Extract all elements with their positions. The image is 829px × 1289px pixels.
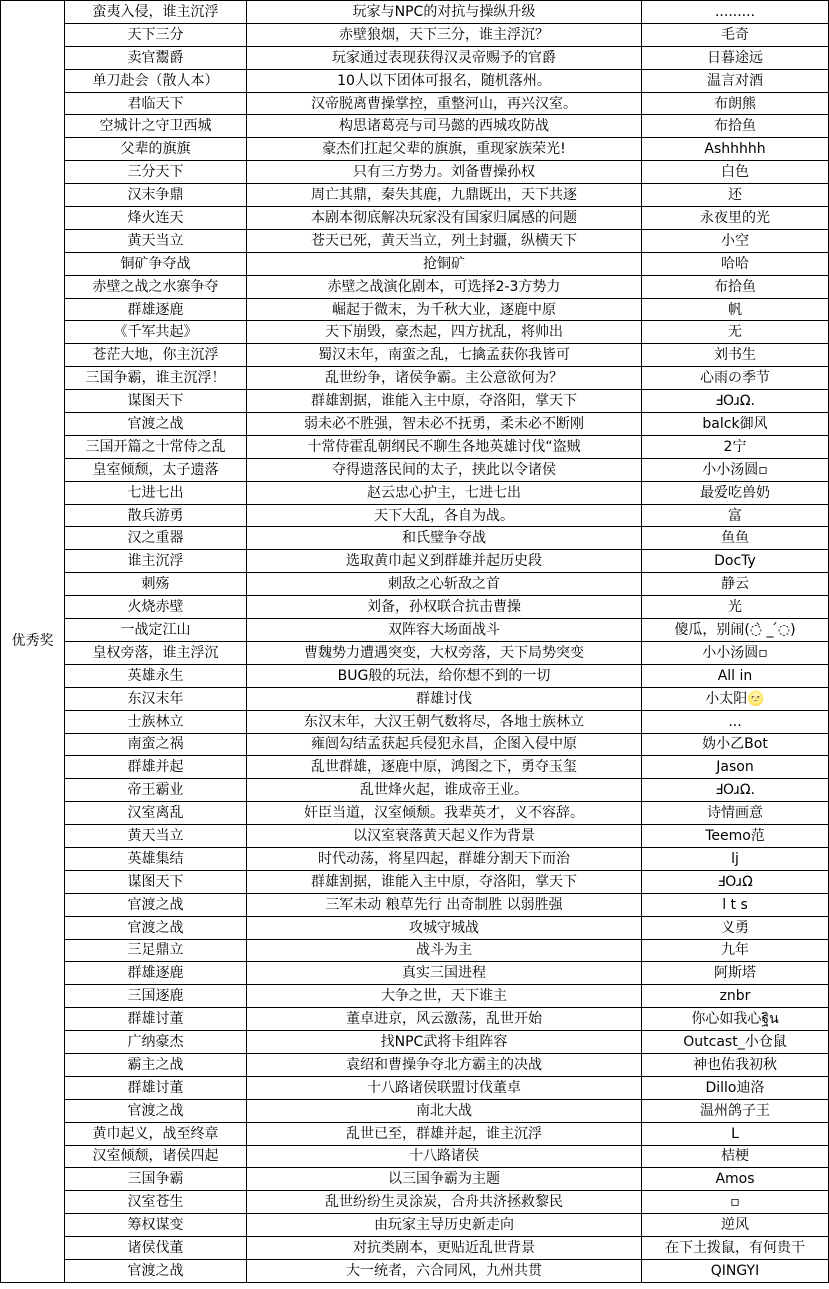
script-description-cell: 赤壁之战演化剧本，可选择2-3方势力	[247, 275, 642, 298]
script-name-cell: 汉室倾颓，诸侯四起	[65, 1145, 247, 1168]
table-row	[1, 893, 829, 916]
author-cell: 温州鸽子王	[642, 1099, 829, 1122]
script-name-cell: 刺殇	[65, 573, 247, 596]
script-name-cell: 官渡之战	[65, 916, 247, 939]
script-description-cell: 构思诸葛亮与司马懿的西城攻防战	[247, 115, 642, 138]
author-cell: l t s	[642, 893, 829, 916]
script-name-cell: 筹权谋变	[65, 1214, 247, 1237]
script-description-cell: 十常侍霍乱朝纲民不聊生各地英雄讨伐“盗贼	[247, 435, 642, 458]
table-row	[1, 69, 829, 92]
author-cell: balck御风	[642, 413, 829, 436]
script-description-cell: 东汉末年，大汉王朝气数将尽，各地士族林立	[247, 710, 642, 733]
author-cell: 布拾鱼	[642, 275, 829, 298]
author-cell: Teemo范	[642, 825, 829, 848]
script-description-cell: 三军未动 粮草先行 出奇制胜 以弱胜强	[247, 893, 642, 916]
author-cell: 九年	[642, 939, 829, 962]
script-description-cell: 对抗类剧本，更贴近乱世背景	[247, 1237, 642, 1260]
author-cell: 永夜里的光	[642, 207, 829, 230]
table-row	[1, 573, 829, 596]
author-cell: 白色	[642, 161, 829, 184]
author-cell: .........	[642, 1, 829, 24]
table-row	[1, 1, 829, 24]
table-row	[1, 115, 829, 138]
script-description-cell: 大一统者，六合同风，九州共贯	[247, 1259, 642, 1282]
table-row	[1, 596, 829, 619]
table-row	[1, 710, 829, 733]
script-description-cell: 找NPC武将卡组阵容	[247, 1031, 642, 1054]
author-cell: 鱼鱼	[642, 527, 829, 550]
script-description-cell: 群雄割据，谁能入主中原，夺洛阳，掌天下	[247, 390, 642, 413]
script-name-cell: 苍茫大地，你主沉浮	[65, 344, 247, 367]
table-row	[1, 687, 829, 710]
script-name-cell: 谁主沉浮	[65, 550, 247, 573]
author-cell: ...	[642, 710, 829, 733]
author-cell: 光	[642, 596, 829, 619]
script-description-cell: 群雄割据，谁能入主中原，夺洛阳，掌天下	[247, 870, 642, 893]
author-cell: 富	[642, 504, 829, 527]
table-row	[1, 184, 829, 207]
script-description-cell: 以汉室衰落黄天起义作为背景	[247, 825, 642, 848]
script-name-cell: 三分天下	[65, 161, 247, 184]
author-cell: ℲOɹΩ	[642, 870, 829, 893]
table-row	[1, 23, 829, 46]
table-row	[1, 733, 829, 756]
script-name-cell: 三国争霸，谁主沉浮！	[65, 367, 247, 390]
table-row	[1, 92, 829, 115]
author-cell: Amos	[642, 1168, 829, 1191]
table-row	[1, 962, 829, 985]
author-cell: 小太阳🌝	[642, 687, 829, 710]
table-row	[1, 1099, 829, 1122]
author-cell: 日暮途远	[642, 46, 829, 69]
script-name-cell: 诸侯伐董	[65, 1237, 247, 1260]
script-description-cell: 乱世已至，群雄并起，谁主沉浮	[247, 1122, 642, 1145]
script-name-cell: 广纳豪杰	[65, 1031, 247, 1054]
script-name-cell: 群雄并起	[65, 756, 247, 779]
script-name-cell: 铜矿争夺战	[65, 252, 247, 275]
script-description-cell: 豪杰们扛起父辈的旗旗，重现家族荣光!	[247, 138, 642, 161]
script-name-cell: 父辈的旗旗	[65, 138, 247, 161]
script-description-cell: 由玩家主导历史新走向	[247, 1214, 642, 1237]
author-cell: 小小汤圆▫	[642, 458, 829, 481]
author-cell: ▫	[642, 1191, 829, 1214]
script-description-cell: 雍闿勾结孟获起兵侵犯永昌，企图入侵中原	[247, 733, 642, 756]
author-cell: 帆	[642, 298, 829, 321]
table-row	[1, 1008, 829, 1031]
author-cell: 2宁	[642, 435, 829, 458]
author-cell: znbr	[642, 985, 829, 1008]
author-cell: 刘书生	[642, 344, 829, 367]
table-row	[1, 458, 829, 481]
script-name-cell: 群雄逐鹿	[65, 962, 247, 985]
script-description-cell: 袁绍和曹操争夺北方霸主的决战	[247, 1053, 642, 1076]
script-name-cell: 汉室苍生	[65, 1191, 247, 1214]
author-cell: 傻瓜，别闹(◌̀ _ ́◌)	[642, 619, 829, 642]
script-description-cell: BUG般的玩法，给你想不到的一切	[247, 664, 642, 687]
script-description-cell: 十八路诸侯联盟讨伐董卓	[247, 1076, 642, 1099]
script-name-cell: 皇权旁落，谁主浮沉	[65, 641, 247, 664]
table-row	[1, 939, 829, 962]
author-cell: 心雨の季节	[642, 367, 829, 390]
author-cell: lj	[642, 847, 829, 870]
table-row	[1, 229, 829, 252]
author-cell: 桔梗	[642, 1145, 829, 1168]
script-description-cell: 乱世纷纷生灵涂炭，合舟共济拯救黎民	[247, 1191, 642, 1214]
table-row	[1, 435, 829, 458]
script-description-cell: 苍天已死，黄天当立，列土封疆，纵横天下	[247, 229, 642, 252]
script-name-cell: 火烧赤壁	[65, 596, 247, 619]
author-cell: 静云	[642, 573, 829, 596]
script-description-cell: 奸臣当道，汉室倾颓。我辈英才，义不容辞。	[247, 802, 642, 825]
script-name-cell: 黄天当立	[65, 825, 247, 848]
script-name-cell: 空城计之守卫西城	[65, 115, 247, 138]
script-description-cell: 天下大乱，各自为战。	[247, 504, 642, 527]
script-description-cell: 群雄讨伐	[247, 687, 642, 710]
table-row	[1, 1053, 829, 1076]
script-name-cell: 官渡之战	[65, 413, 247, 436]
script-description-cell: 玩家通过表现获得汉灵帝赐予的官爵	[247, 46, 642, 69]
author-cell: 布朗熊	[642, 92, 829, 115]
script-name-cell: 烽火连天	[65, 207, 247, 230]
script-name-cell: 蛮夷入侵，谁主沉浮	[65, 1, 247, 24]
table-row	[1, 367, 829, 390]
table-row	[1, 321, 829, 344]
author-cell: 还	[642, 184, 829, 207]
script-name-cell: 三国争霸	[65, 1168, 247, 1191]
script-name-cell: 黄天当立	[65, 229, 247, 252]
script-description-cell: 和氏璧争夺战	[247, 527, 642, 550]
script-name-cell: 赤壁之战之水寨争夺	[65, 275, 247, 298]
table-row	[1, 641, 829, 664]
script-description-cell: 崛起于微末，为千秋大业，逐鹿中原	[247, 298, 642, 321]
script-description-cell: 刺敌之心斩敌之首	[247, 573, 642, 596]
table-row	[1, 550, 829, 573]
script-name-cell: 谋图天下	[65, 390, 247, 413]
author-cell: 小小汤圆▫	[642, 641, 829, 664]
table-row	[1, 344, 829, 367]
table-row	[1, 847, 829, 870]
table-row	[1, 1259, 829, 1282]
table-row	[1, 527, 829, 550]
author-cell: Dillo迪洛	[642, 1076, 829, 1099]
author-cell: Ashhhhh	[642, 138, 829, 161]
table-row	[1, 161, 829, 184]
script-name-cell: 南蛮之祸	[65, 733, 247, 756]
script-name-cell: 三国逐鹿	[65, 985, 247, 1008]
script-name-cell: 汉室离乱	[65, 802, 247, 825]
script-description-cell: 本剧本彻底解决玩家没有国家归属感的问题	[247, 207, 642, 230]
author-cell: 阿斯塔	[642, 962, 829, 985]
table-row	[1, 1168, 829, 1191]
author-cell: 神也佑我初秋	[642, 1053, 829, 1076]
script-name-cell: 一战定江山	[65, 619, 247, 642]
table-row	[1, 481, 829, 504]
script-description-cell: 攻城守城战	[247, 916, 642, 939]
table-row	[1, 1122, 829, 1145]
table-row	[1, 664, 829, 687]
script-description-cell: 选取黄巾起义到群雄并起历史段	[247, 550, 642, 573]
author-cell: All in	[642, 664, 829, 687]
table-row	[1, 1145, 829, 1168]
author-cell: 无	[642, 321, 829, 344]
script-name-cell: 官渡之战	[65, 1259, 247, 1282]
author-cell: 哈哈	[642, 252, 829, 275]
script-description-cell: 抢铜矿	[247, 252, 642, 275]
script-description-cell: 弱未必不胜强，智未必不抚勇，柔未必不断刚	[247, 413, 642, 436]
script-description-cell: 只有三方势力。刘备曹操孙权	[247, 161, 642, 184]
script-name-cell: 英雄集结	[65, 847, 247, 870]
script-name-cell: 东汉末年	[65, 687, 247, 710]
table-row	[1, 298, 829, 321]
author-cell: 在下土拨鼠，有何贵干	[642, 1237, 829, 1260]
script-description-cell: 赵云忠心护主，七进七出	[247, 481, 642, 504]
script-description-cell: 乱世纷争，诸侯争霸。主公意欲何为？	[247, 367, 642, 390]
table-row	[1, 390, 829, 413]
script-name-cell: 谋图天下	[65, 870, 247, 893]
table-row	[1, 802, 829, 825]
script-description-cell: 南北大战	[247, 1099, 642, 1122]
script-name-cell: 单刀赴会（散人本）	[65, 69, 247, 92]
author-cell: L	[642, 1122, 829, 1145]
script-description-cell: 刘备，孙权联合抗击曹操	[247, 596, 642, 619]
table-row	[1, 1191, 829, 1214]
script-description-cell: 时代动荡，将星四起，群雄分割天下而治	[247, 847, 642, 870]
script-name-cell: 汉之重器	[65, 527, 247, 550]
script-name-cell: 英雄永生	[65, 664, 247, 687]
script-name-cell: 君临天下	[65, 92, 247, 115]
author-cell: Outcast_小仓鼠	[642, 1031, 829, 1054]
script-description-cell: 真实三国进程	[247, 962, 642, 985]
author-cell: QINGYI	[642, 1259, 829, 1282]
script-name-cell: 七进七出	[65, 481, 247, 504]
script-description-cell: 周亡其鼎，秦失其鹿，九鼎既出，天下共逐	[247, 184, 642, 207]
script-description-cell: 乱世烽火起，谁成帝王业。	[247, 779, 642, 802]
script-name-cell: 汉末争鼎	[65, 184, 247, 207]
script-name-cell: 官渡之战	[65, 1099, 247, 1122]
author-cell: 义勇	[642, 916, 829, 939]
award-category-cell: 优秀奖	[1, 1, 65, 1283]
table-row	[1, 619, 829, 642]
script-description-cell: 大争之世，天下谁主	[247, 985, 642, 1008]
script-description-cell: 夺得遗落民间的太子，挟此以令诸侯	[247, 458, 642, 481]
script-description-cell: 赤壁狼烟，天下三分，谁主浮沉？	[247, 23, 642, 46]
script-description-cell: 战斗为主	[247, 939, 642, 962]
script-name-cell: 群雄逐鹿	[65, 298, 247, 321]
table-row	[1, 413, 829, 436]
script-description-cell: 以三国争霸为主题	[247, 1168, 642, 1191]
script-name-cell: 皇室倾颓，太子遗落	[65, 458, 247, 481]
author-cell: 温言对酒	[642, 69, 829, 92]
script-name-cell: 三足鼎立	[65, 939, 247, 962]
script-name-cell: 《千军共起》	[65, 321, 247, 344]
author-cell: ℲOɹΩ.	[642, 779, 829, 802]
author-cell: 小空	[642, 229, 829, 252]
script-name-cell: 霸主之战	[65, 1053, 247, 1076]
table-row	[1, 825, 829, 848]
script-description-cell: 十八路诸侯	[247, 1145, 642, 1168]
script-name-cell: 士族林立	[65, 710, 247, 733]
script-name-cell: 黄巾起义，战至终章	[65, 1122, 247, 1145]
script-name-cell: 群雄讨董	[65, 1076, 247, 1099]
table-row	[1, 1031, 829, 1054]
author-cell: 布拾鱼	[642, 115, 829, 138]
script-name-cell: 天下三分	[65, 23, 247, 46]
table-row	[1, 870, 829, 893]
script-name-cell: 群雄讨董	[65, 1008, 247, 1031]
script-description-cell: 天下崩毁，豪杰起，四方扰乱，将帅出	[247, 321, 642, 344]
table-row	[1, 779, 829, 802]
script-name-cell: 三国开篇之十常侍之乱	[65, 435, 247, 458]
author-cell: 毛奇	[642, 23, 829, 46]
script-description-cell: 董卓进京，风云激荡，乱世开始	[247, 1008, 642, 1031]
script-description-cell: 汉帝脱离曹操掌控，重整河山，再兴汉室。	[247, 92, 642, 115]
table-row	[1, 756, 829, 779]
script-description-cell: 曹魏势力遭遇突变，大权旁落，天下局势突变	[247, 641, 642, 664]
author-cell: 你心如我心ฐิน	[642, 1008, 829, 1031]
table-row	[1, 1076, 829, 1099]
script-name-cell: 帝王霸业	[65, 779, 247, 802]
author-cell: 诗情画意	[642, 802, 829, 825]
script-description-cell: 乱世群雄，逐鹿中原，鸿图之下，勇夺玉玺	[247, 756, 642, 779]
author-cell: Jason	[642, 756, 829, 779]
table-row	[1, 916, 829, 939]
author-cell: 逆风	[642, 1214, 829, 1237]
author-cell: ℲOɹΩ.	[642, 390, 829, 413]
script-description-cell: 10人以下团体可报名，随机落州。	[247, 69, 642, 92]
script-description-cell: 蜀汉末年，南蛮之乱，七擒孟获你我皆可	[247, 344, 642, 367]
table-row	[1, 138, 829, 161]
author-cell: DocTy	[642, 550, 829, 573]
author-cell: 最爱吃兽奶	[642, 481, 829, 504]
script-description-cell: 双阵容大场面战斗	[247, 619, 642, 642]
table-row	[1, 1214, 829, 1237]
table-row	[1, 504, 829, 527]
table-row	[1, 46, 829, 69]
table-row	[1, 985, 829, 1008]
table-row	[1, 1237, 829, 1260]
author-cell: 妫小乙Bot	[642, 733, 829, 756]
award-table-body	[1, 1, 829, 1283]
table-row	[1, 252, 829, 275]
script-name-cell: 散兵游勇	[65, 504, 247, 527]
script-name-cell: 卖官鬻爵	[65, 46, 247, 69]
script-name-cell: 官渡之战	[65, 893, 247, 916]
script-description-cell: 玩家与NPC的对抗与操纵升级	[247, 1, 642, 24]
table-row	[1, 207, 829, 230]
table-row	[1, 275, 829, 298]
